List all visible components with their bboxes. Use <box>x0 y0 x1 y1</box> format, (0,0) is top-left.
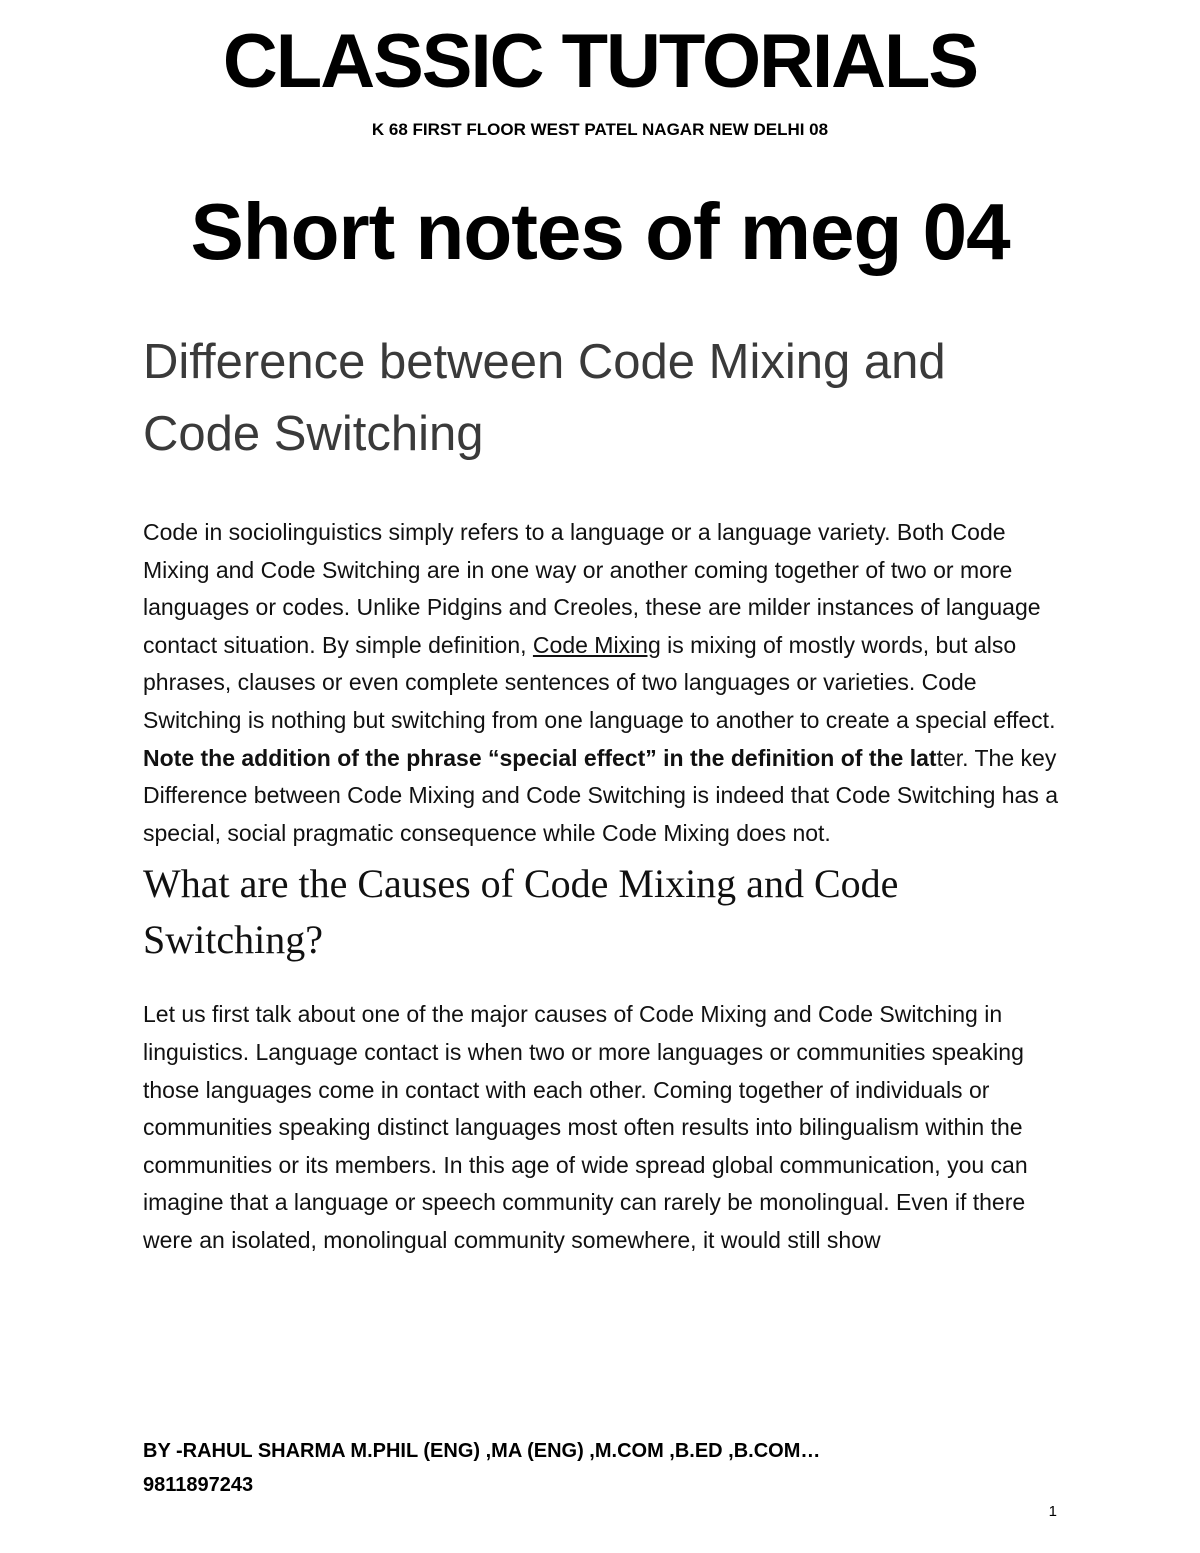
org-address: K 68 FIRST FLOOR WEST PATEL NAGAR NEW DELHI 08 <box>371 120 829 139</box>
main-content <box>143 326 1073 1260</box>
section-heading-difference: Difference between Code Mixing and Code Switching <box>143 335 946 461</box>
paragraph-difference <box>143 514 1073 852</box>
author-phone: 9811897243 <box>143 1474 254 1496</box>
org-name: CLASSIC TUTORIALS <box>222 19 978 104</box>
author-line: BY -RAHUL SHARMA M.PHIL (ENG) ,MA (ENG) ,M.COM ,B.ED ,B.COM… <box>143 1440 821 1462</box>
paragraph-difference-bold: Note the addition of the phrase “special effect” in the definition of the lat <box>143 744 937 771</box>
author-footer <box>143 1434 820 1502</box>
page-number: 1 <box>1048 1503 1057 1520</box>
code-mixing-link[interactable]: Code Mixing <box>532 631 661 658</box>
paragraph-difference-part1: Code in sociolinguistics simply refers to a language or a language variety. Both Code Mixing and Code Switching are in one way or another coming together of two or more languages or codes. Unlike Pidgins and Creoles, these are milder instances of language contact situation. By simple definition, <box>143 519 1041 658</box>
paragraph-causes: Let us first talk about one of the major causes of Code Mixing and Code Switching in linguistics. Language contact is when two or more languages or communities speaking those languages come in contact with each other. Coming together of individuals or communities speaking distinct languages most often results into bilingualism within the communities or its members. In this age of wide spread global communication, you can imagine that a language or speech community can rarely be monolingual. Even if there were an isolated, monolingual community somewhere, it would still show <box>143 1001 1028 1253</box>
section-heading-causes: What are the Causes of Code Mixing and Code Switching? <box>143 861 899 963</box>
paragraph-difference-part2: is mixing of mostly words, but also phrases, clauses or even complete sentences of two languages or varieties. Code Switching is nothing but switching from one language to another to create a special effect. <box>143 631 1056 733</box>
paragraph-difference-part3: ter. The key Difference between Code Mixing and Code Switching is indeed that Code Switching has a special, social pragmatic consequence while Code Mixing does not. <box>143 744 1059 846</box>
document-title: Short notes of meg 04 <box>190 187 1010 276</box>
